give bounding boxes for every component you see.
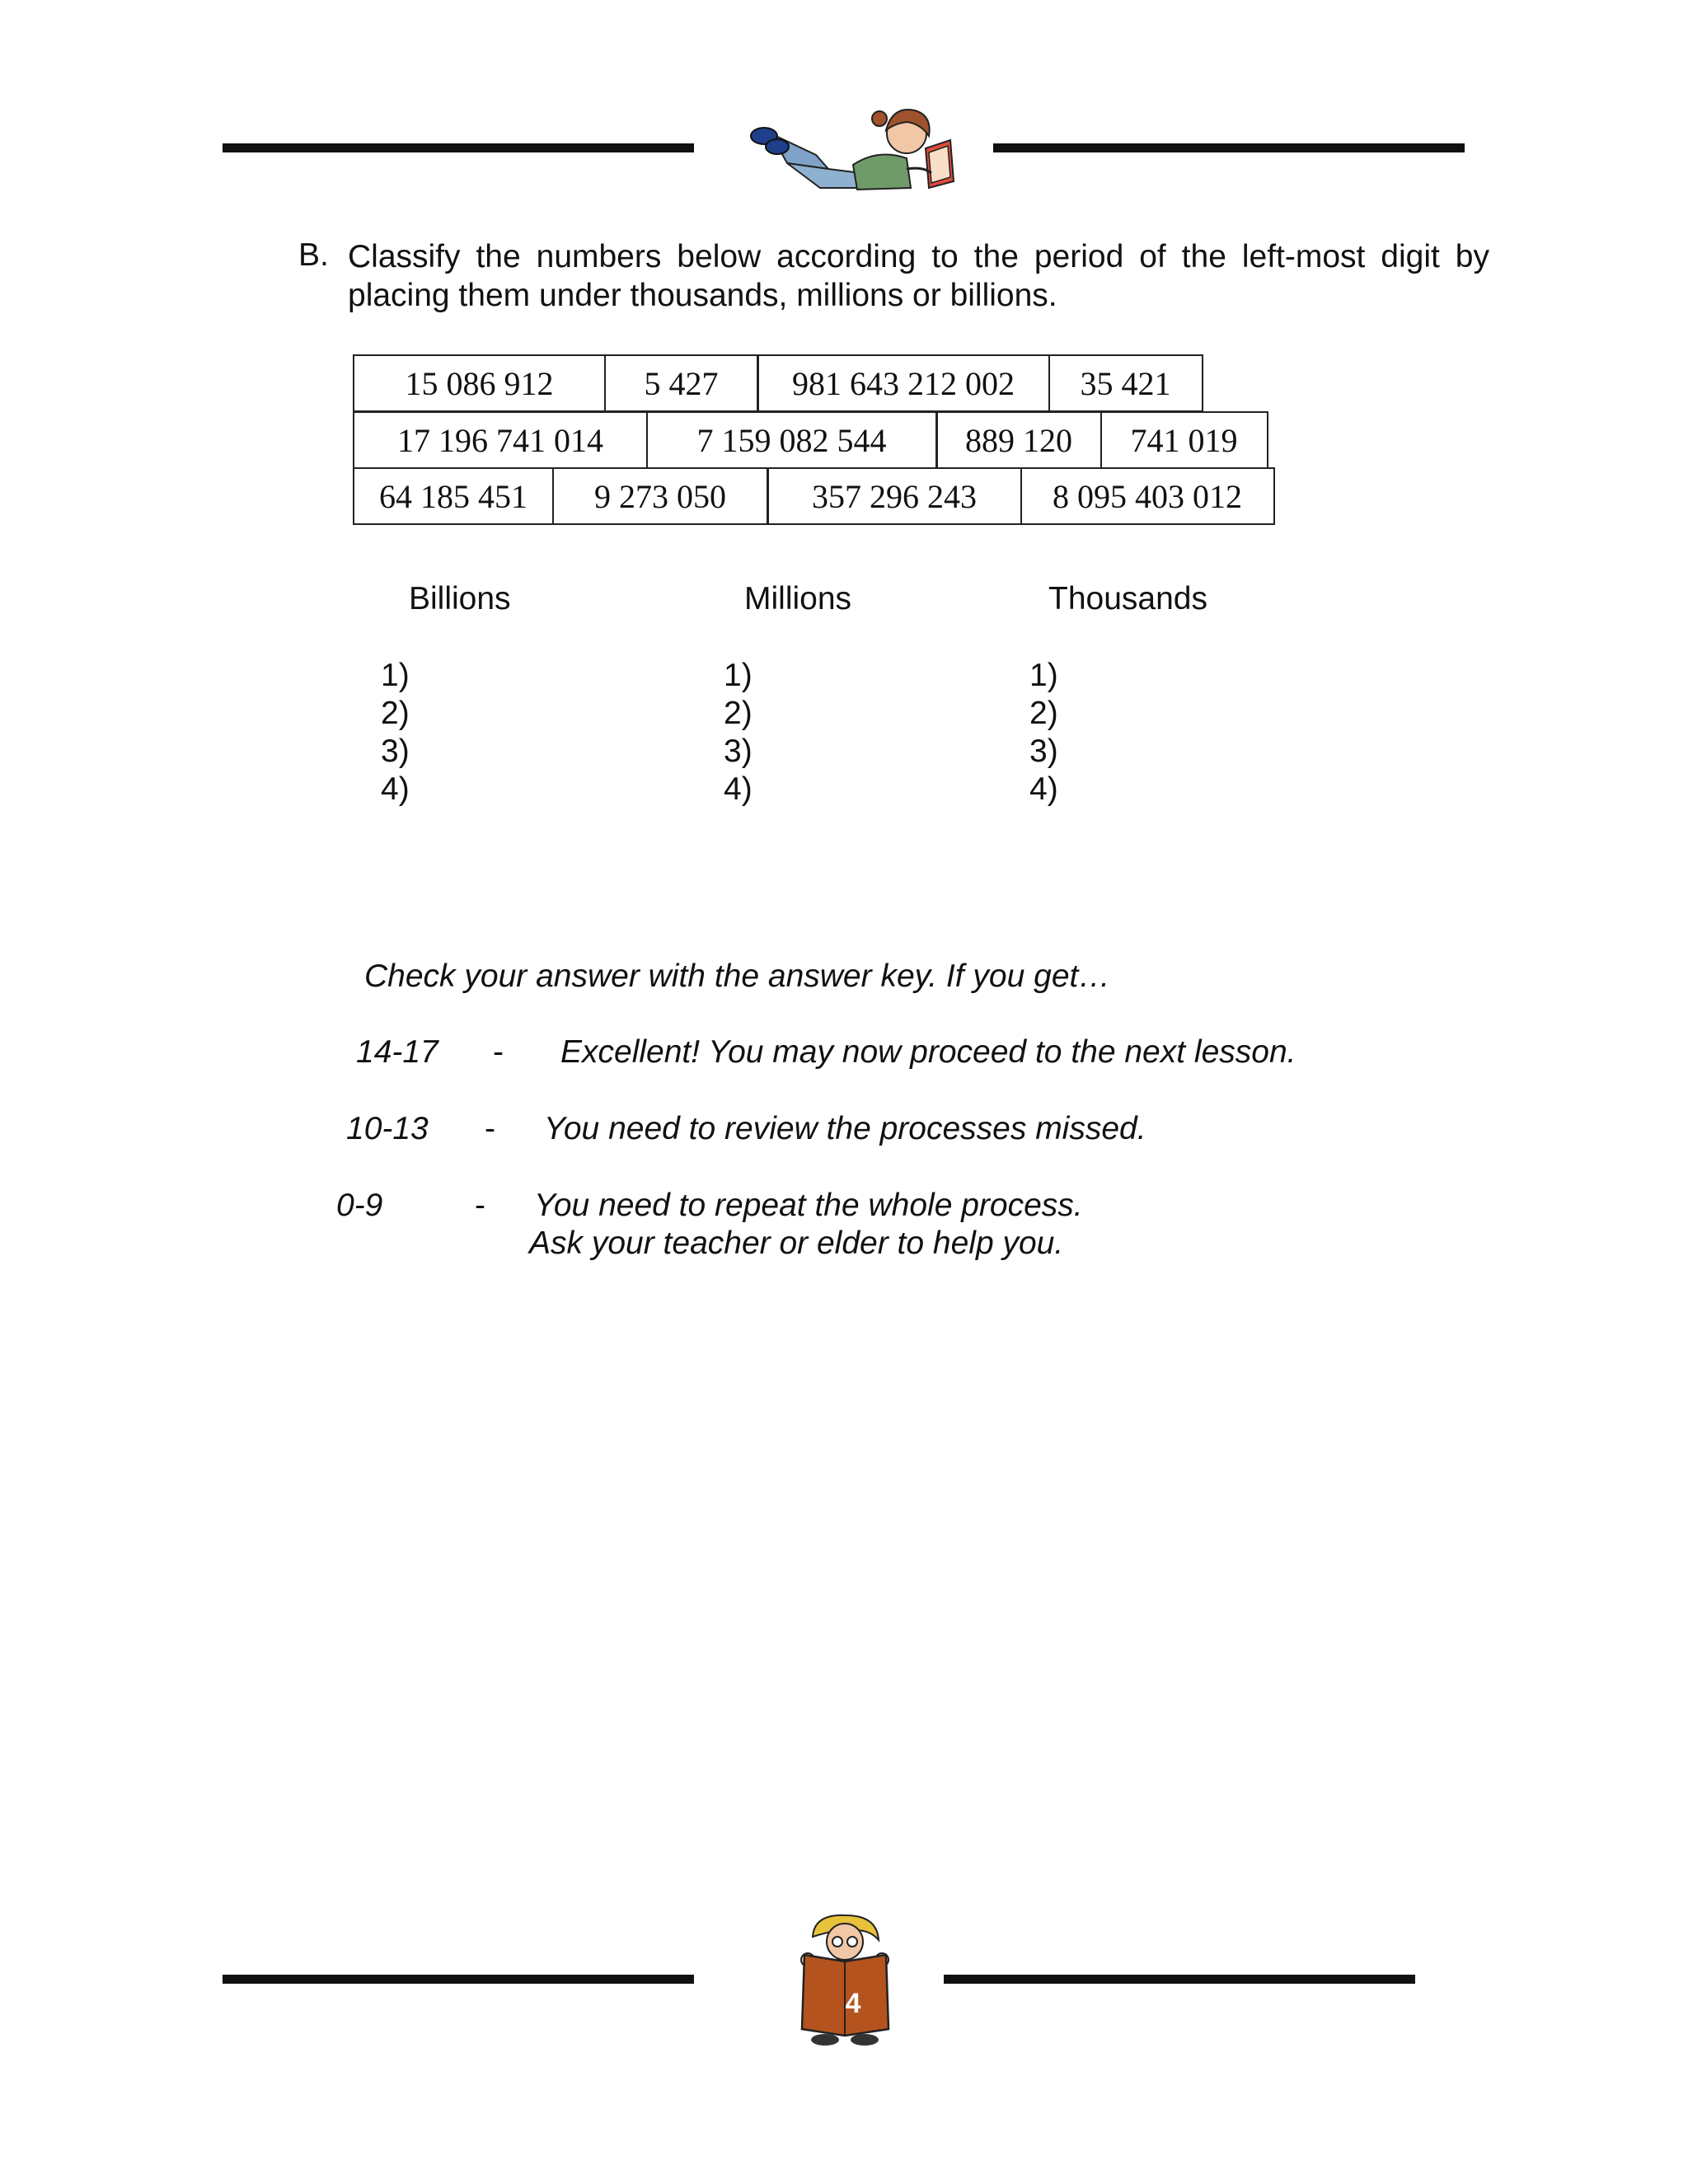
- number-box: 15 086 912: [353, 354, 606, 412]
- score-dash: -: [475, 1188, 485, 1223]
- list-item: 4): [724, 771, 753, 807]
- list-item: 1): [1029, 658, 1058, 693]
- number-box: 741 019: [1100, 411, 1268, 469]
- list-item: 4): [1029, 771, 1058, 807]
- score-message: You need to repeat the whole process.: [534, 1188, 1083, 1223]
- heading-thousands: Thousands: [1048, 581, 1207, 616]
- question-line-2: placing them under thousands, millions or billions.: [348, 278, 1057, 313]
- score-dash: -: [493, 1034, 504, 1070]
- score-range: 14-17: [356, 1034, 438, 1070]
- millions-list: [724, 657, 753, 808]
- list-item: 1): [724, 658, 753, 693]
- question-line-1: Classify the numbers below according to the period of the left-most digit by: [348, 239, 1489, 274]
- list-item: 3): [1029, 733, 1058, 769]
- reading-girl-illustration: [738, 91, 960, 198]
- reading-boy-illustration: [798, 1912, 893, 2048]
- header-rule-left: [223, 143, 694, 152]
- score-range: 0-9: [336, 1188, 383, 1223]
- footer-rule-left: [223, 1975, 694, 1984]
- number-box: 9 273 050: [552, 467, 769, 525]
- score-range: 10-13: [346, 1111, 429, 1146]
- number-row-2: [353, 411, 1268, 469]
- heading-millions: Millions: [744, 581, 852, 616]
- list-item: 3): [381, 733, 410, 769]
- list-item: 4): [381, 771, 410, 807]
- list-item: 1): [381, 658, 410, 693]
- answer-key-intro: Check your answer with the answer key. If you get…: [364, 958, 1111, 994]
- number-box: 981 643 212 002: [757, 354, 1050, 412]
- list-item: 2): [724, 696, 753, 731]
- question-letter: B.: [298, 237, 329, 273]
- list-item: 2): [1029, 696, 1058, 731]
- page-number: 4: [845, 1988, 861, 2019]
- number-box: 5 427: [604, 354, 759, 412]
- number-box: 7 159 082 544: [646, 411, 938, 469]
- number-box: 357 296 243: [767, 467, 1022, 525]
- header-rule-right: [993, 143, 1465, 152]
- number-box: 889 120: [935, 411, 1102, 469]
- number-box: 35 421: [1048, 354, 1203, 412]
- footer-rule-right: [944, 1975, 1415, 1984]
- score-message: Excellent! You may now proceed to the next lesson.: [560, 1034, 1296, 1070]
- question-text: [348, 237, 1489, 315]
- number-box: 8 095 403 012: [1020, 467, 1275, 525]
- list-item: 3): [724, 733, 753, 769]
- number-row-1: [353, 354, 1203, 412]
- score-message: You need to review the processes missed.: [544, 1111, 1146, 1146]
- number-box: 17 196 741 014: [353, 411, 648, 469]
- score-message-continued: Ask your teacher or elder to help you.: [529, 1226, 1064, 1261]
- list-item: 2): [381, 696, 410, 731]
- thousands-list: [1029, 657, 1058, 808]
- score-dash: -: [485, 1111, 495, 1146]
- number-box: 64 185 451: [353, 467, 554, 525]
- heading-billions: Billions: [409, 581, 511, 616]
- billions-list: [381, 657, 410, 808]
- number-row-3: [353, 467, 1275, 525]
